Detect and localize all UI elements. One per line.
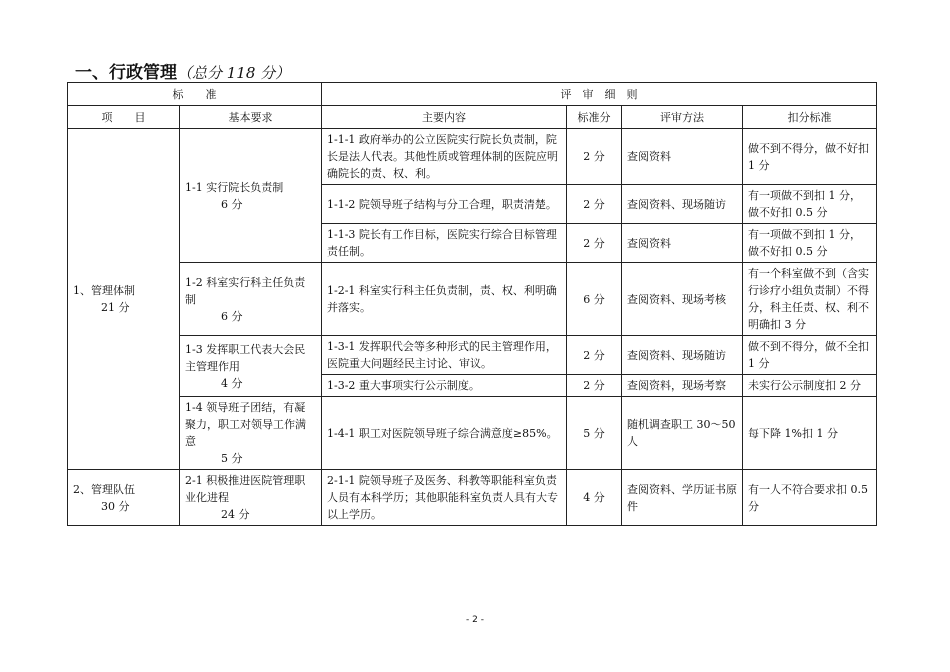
header-row-1 <box>68 83 877 106</box>
table-row <box>68 129 877 185</box>
content-cell: 1-1-3 院长有工作目标，医院实行综合目标管理责任制。 <box>322 224 567 263</box>
score-cell: 2 分 <box>567 336 622 375</box>
basic-header: 基本要求 <box>180 106 322 129</box>
deduct-header: 扣分标准 <box>743 106 877 129</box>
content-header: 主要内容 <box>322 106 567 129</box>
score-cell: 2 分 <box>567 224 622 263</box>
req-cell <box>180 263 322 336</box>
table-row <box>68 397 877 470</box>
req-title: 2-1 积极推进医院管理职业化进程 <box>185 474 306 504</box>
req-score: 6 分 <box>221 309 243 323</box>
admin-review-table <box>67 82 877 526</box>
header-row-2 <box>68 106 877 129</box>
method-cell: 查阅资料、现场考核 <box>622 263 743 336</box>
table-row <box>68 470 877 526</box>
score-cell: 2 分 <box>567 129 622 185</box>
deduct-cell: 做不到不得分，做不全扣 1 分 <box>743 336 877 375</box>
req-score: 6 分 <box>221 197 243 211</box>
standard-header: 标 准 <box>68 83 322 106</box>
section-heading <box>75 58 290 83</box>
score-cell: 2 分 <box>567 185 622 224</box>
score-cell: 6 分 <box>567 263 622 336</box>
req-score: 4 分 <box>221 376 243 390</box>
item-header: 项 目 <box>68 106 180 129</box>
group-title: 2、管理队伍 <box>73 482 135 496</box>
deduct-cell: 每下降 1%扣 1 分 <box>743 397 877 470</box>
group-score: 21 分 <box>101 301 130 314</box>
score-cell: 5 分 <box>567 397 622 470</box>
deduct-cell: 有一项做不到扣 1 分，做不好扣 0.5 分 <box>743 185 877 224</box>
method-cell: 查阅资料、现场随访 <box>622 336 743 375</box>
group-cell <box>68 470 180 526</box>
content-cell: 1-1-1 政府举办的公立医院实行院长负责制，院长是法人代表。其他性质或管理体制的医院应明确院长的责、权、利。 <box>322 129 567 185</box>
content-cell: 1-3-2 重大事项实行公示制度。 <box>322 375 567 397</box>
req-title: 1-4 领导班子团结，有凝聚力，职工对领导工作满意 <box>185 401 306 448</box>
content-cell: 1-1-2 院领导班子结构与分工合理，职责清楚。 <box>322 185 567 224</box>
method-header: 评审方法 <box>622 106 743 129</box>
method-cell: 查阅资料、学历证书原件 <box>622 470 743 526</box>
content-cell: 2-1-1 院领导班子及医务、科教等职能科室负责人员有本科学历；其他职能科室负责人具有大专以上学历。 <box>322 470 567 526</box>
method-cell: 查阅资料、现场随访 <box>622 185 743 224</box>
method-cell: 查阅资料，现场考察 <box>622 375 743 397</box>
score-cell: 4 分 <box>567 470 622 526</box>
method-cell: 查阅资料 <box>622 129 743 185</box>
req-cell <box>180 397 322 470</box>
req-cell <box>180 470 322 526</box>
deduct-cell: 未实行公示制度扣 2 分 <box>743 375 877 397</box>
group-title: 1、管理体制 <box>73 284 135 297</box>
deduct-cell: 有一项做不到扣 1 分，做不好扣 0.5 分 <box>743 224 877 263</box>
deduct-cell: 有一人不符合要求扣 0.5 分 <box>743 470 877 526</box>
content-cell: 1-2-1 科室实行科主任负责制，责、权、利明确并落实。 <box>322 263 567 336</box>
req-cell <box>180 129 322 263</box>
score-cell: 2 分 <box>567 375 622 397</box>
req-score: 24 分 <box>221 508 250 521</box>
group-score: 30 分 <box>101 499 130 513</box>
deduct-cell: 有一个科室做不到（含实行诊疗小组负责制）不得分，科主任责、权、利不明确扣 3 分 <box>743 263 877 336</box>
table-row <box>68 263 877 336</box>
req-cell <box>180 336 322 397</box>
score-header: 标准分 <box>567 106 622 129</box>
req-title: 1-3 发挥职工代表大会民主管理作用 <box>185 342 306 373</box>
content-cell: 1-4-1 职工对医院领导班子综合满意度≥85%。 <box>322 397 567 470</box>
method-cell: 随机调查职工 30～50 人 <box>622 397 743 470</box>
group-cell <box>68 129 180 470</box>
section-total: （总分 118 分） <box>177 64 291 82</box>
req-title: 1-2 科室实行科主任负责制 <box>185 275 306 306</box>
method-cell: 查阅资料 <box>622 224 743 263</box>
req-score: 5 分 <box>221 452 243 465</box>
review-header: 评 审 细 则 <box>322 83 877 106</box>
table-row <box>68 336 877 375</box>
section-title: 一、行政管理 <box>75 63 177 83</box>
page-number: - 2 - <box>466 615 484 625</box>
content-cell: 1-3-1 发挥职代会等多种形式的民主管理作用，医院重大问题经民主讨论、审议。 <box>322 336 567 375</box>
req-title: 1-1 实行院长负责制 <box>185 180 284 194</box>
deduct-cell: 做不到不得分，做不好扣 1 分 <box>743 129 877 185</box>
